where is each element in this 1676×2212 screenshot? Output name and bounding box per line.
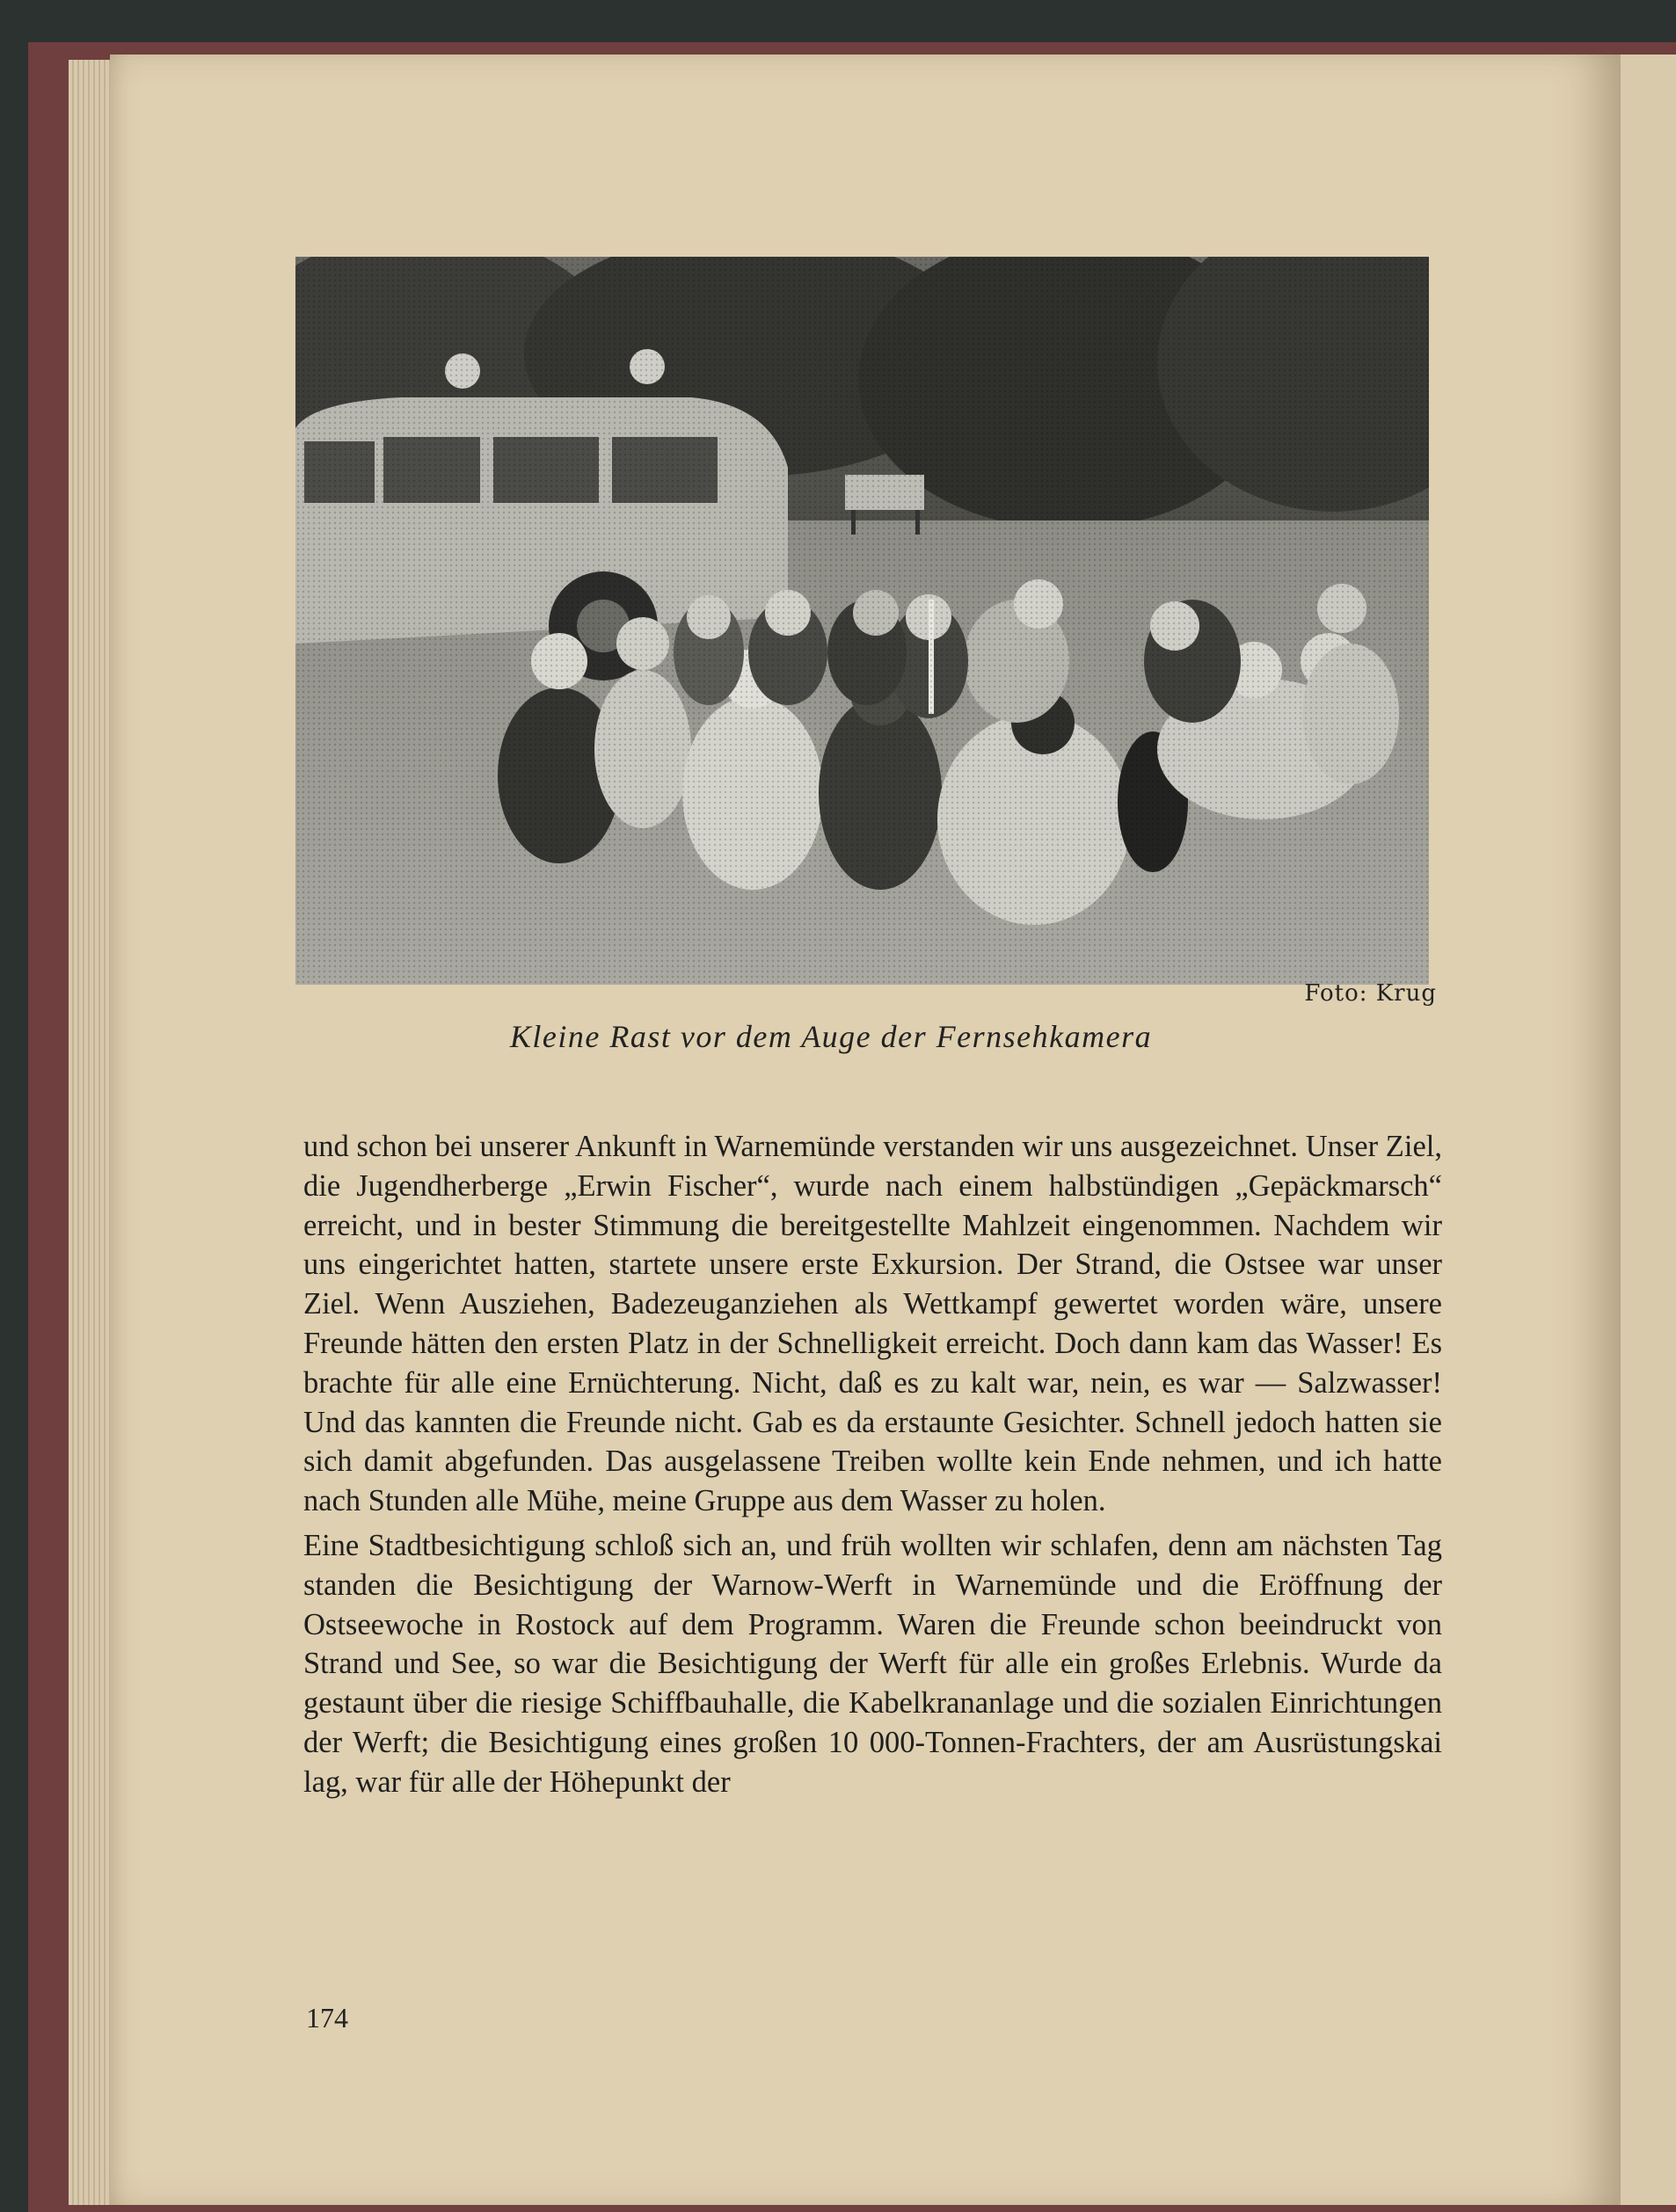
photo-credit: Foto: Krug [1304, 980, 1437, 1007]
photograph [295, 257, 1429, 985]
photo-caption: Kleine Rast vor dem Auge der Fernsehkamera [509, 1019, 1153, 1054]
facing-page-edge [1618, 55, 1676, 2205]
page-number: 174 [306, 2002, 348, 2034]
body-text [303, 1127, 1442, 1808]
paragraph: Eine Stadtbesichtigung schloß sich an, und früh wollten wir schlafen, denn am nächsten Tag standen die Besichtigung der Warnow-Werft in Warnemünde und die Eröffnung der Ostseewoche in Rostock auf dem Programm. Waren die Freunde schon beeindruckt von Strand und See, so war die Besichtigung der Werft für alle ein großes Erlebnis. Wurde da gestaunt über die riesige Schiffbauhalle, die Kabelkrananlage und die sozialen Einrichtungen der Werft; die Besichtigung eines großen 10 000-Tonnen-Frachters, der am Ausrüstungskai lag, war für alle der Höhepunkt der [303, 1528, 1442, 1799]
photo-illustration [295, 257, 1429, 985]
paragraph: und schon bei unserer Ankunft in Warnemünde verstanden wir uns ausgezeichnet. Unser Ziel, die Jugendherberge „Erwin Fischer“, wurde nach einem halbstündigen „Gepäckmarsch“ erreicht, und in bester Stimmung die bereitgestellte Mahlzeit eingenommen. Nachdem wir uns eingerichtet hatten, startete unsere erste Exkursion. Der Strand, die Ostsee war unser Ziel. Wenn Ausziehen, Badezeuganziehen als Wettkampf gewertet worden wäre, unsere Freunde hätten den ersten Platz in der Schnelligkeit erreicht. Doch dann kam das Wasser! Es brachte für alle eine Ernüchterung. Nicht, daß es zu kalt war, nein, es war — Salzwasser! Und das kannten die Freunde nicht. Gab es da erstaunte Gesichter. Schnell jedoch hatten sie sich damit abgefunden. Das ausgelassene Treiben wollte kein Ende nehmen, und ich hatte nach Stunden alle Mühe, meine Gruppe aus dem Wasser zu holen. [303, 1130, 1442, 1518]
